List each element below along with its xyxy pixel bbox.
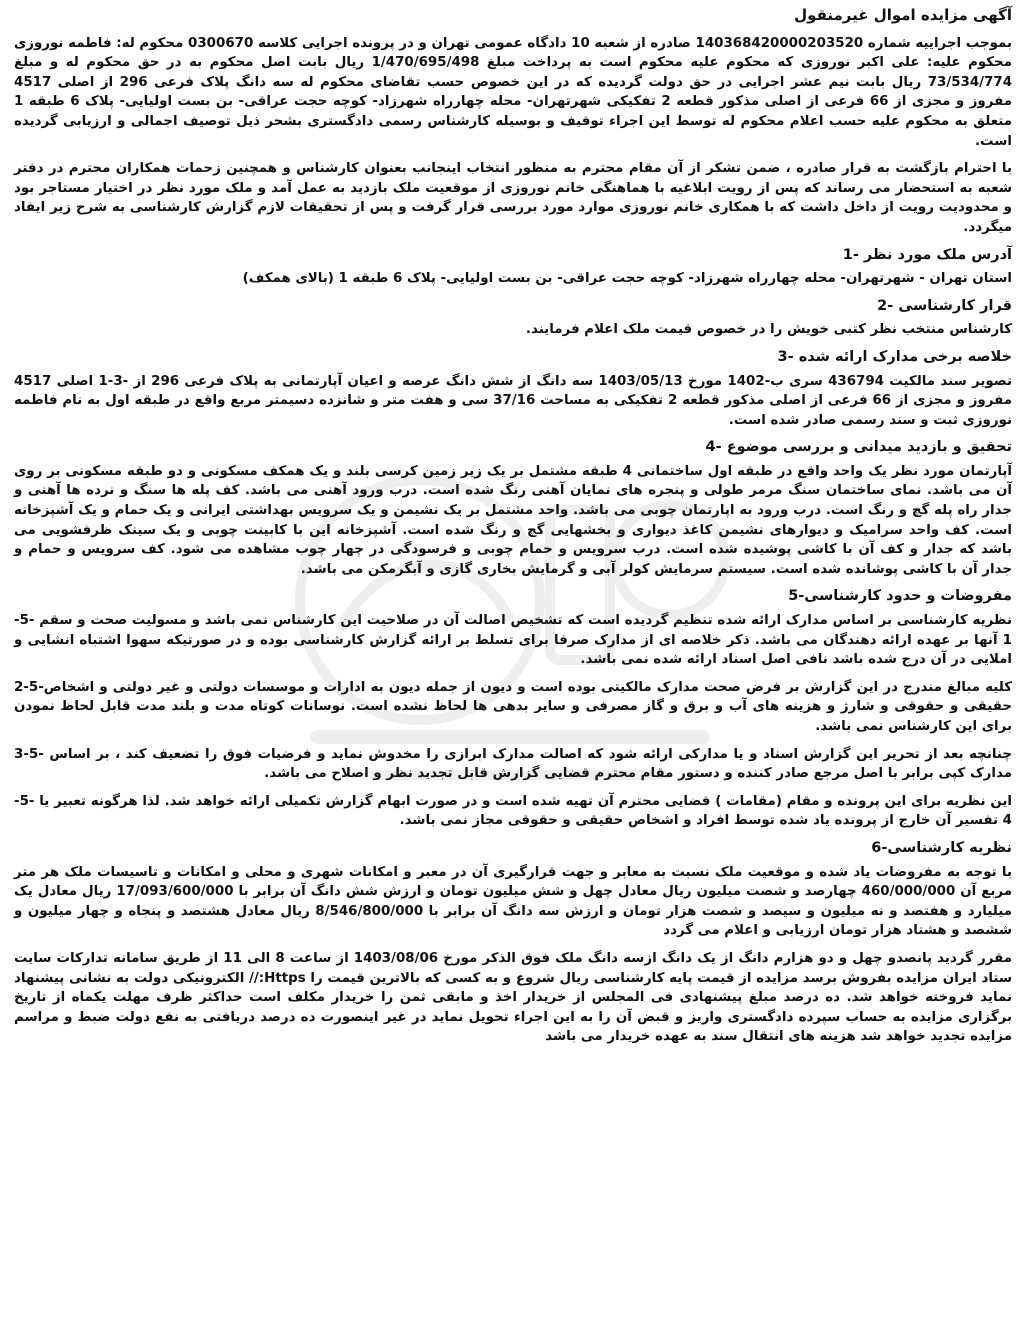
section-3-text: تصویر سند مالکیت 436794 سری ب-1402 مورخ 1403/05/13 سه دانگ از شش دانگ عرصه و اعیان آپارتمانی به پلاک فرعی 296 از -3-1 اصلی 4517 مفروز و مجزی از 66 فرعی از اصلی مذکور قطعه 2 تفکیکی به مساحت 37/16 سی و هفت متر و شانزده دسیمتر مربع واقع در طبقه اول به نام فاطمه نوروزی ثبت و سند رسمی صادر شده است.	[14, 373, 1013, 428]
section-5-heading: مفروضات و حدود کارشناسی-5	[788, 588, 1012, 605]
section-1-heading: آدرس ملک مورد نظر -1	[842, 246, 1012, 263]
section-3-heading: خلاصه برخی مدارک ارائه شده -3	[777, 348, 1012, 365]
section-2-heading: قرار کارشناسی -2	[877, 297, 1012, 314]
section-4-text: آپارتمان مورد نظر یک واحد واقع در طبقه اول ساختمانی 4 طبقه مشتمل بر یک زیر زمین کرسی بلند و یک همکف مسکونی و دو طبقه مسکونی بر روی آن می باشد. نمای ساختمان سنگ مرمر طولی و پنجره های نمایان آهنی رنگ شده است. درب ورود آهنی می باشد. کف پله ها سنگ و نرده ها آهنی و جدار راه پله گچ و رنگ است. درب ورود به اپارتمان چوبی می باشد. واحد مشتمل بر یک نشیمن و یک سرویس بهداشتی ایرانی و یک حمام و یک آشپزخانه است. کف واحد سرامیک و دیوارهای نشیمن کاغذ دیواری و بخشهایی گچ و رنگ شده است. آشپزخانه این با کابینت چوبی و یک سینک ظرفشویی می باشد که جدار و کف آن با کاشی پوشیده شده است. درب سرویس و حمام چوبی و فرسودگی در چهار چوب مشاهده می شود. کف سرویس و حمام و جدار آن با کاشی پوشانده شده است. سیستم سرمایش کولر آبی و گرمایش بخاری گازی و آبگرمکن می باشد.	[14, 463, 1012, 577]
section-6-heading: نظریه کارشناسی-6	[871, 839, 1012, 856]
notice-title: آگهی مزایده اموال غیرمنقول	[794, 6, 1012, 24]
auction-paragraph: مقرر گردید پانصدو چهل و دو هزارم دانگ از یک دانگ ازسه دانگ ملک فوق الذکر مورخ 1403/08/06 از ساعت 8 الی 11 از طریق سامانه تدارکات سایت ستاد ایران مزایده بفروش برسد مزایده از قیمت پایه کارشناسی ریال شروع و به کسی که بالاترین قیمت را Https:// الکترونیکی دولت به نشانی پیشنهاد نماید فروخته خواهد شد. ده درصد مبلغ پیشنهادی فی المجلس از خریدار اخذ و مابقی ثمن را خریدار مکلف است حداکثر ظرف مهلت یکماه از تاریخ برگزاری مزایده به حساب سپرده دادگستری واریز و قبض آن را به این اجراء تحویل نماید در غیر اینصورت ده درصد دریافتی به نفع دولت ضبط و مراسم مزایده تجدید خواهد شد هزینه های انتقال سند به عهده خریدار می باشد	[14, 950, 1013, 1045]
respect-paragraph: با احترام بازگشت به قرار صادره ، ضمن تشکر از آن مقام محترم به منظور انتخاب اینجانب بعنوان کارشناس و همچنین زحمات همکاران محترم در دفتر شعبه به استحضار می رساند که پس از رویت ابلاغیه با هماهنگی خانم نوروزی از موقعیت ملک بازدید به عمل آمد و ملک مورد نظر در اختیار مستاجر بود و محدودیت رویت از داخل داشت که با همکاری خانم نوروزی موارد مورد بررسی قرار گرفت و پس از تحقیقات لازم گزارش کارشناسی به شرح زیر ایفاد میگردد.	[14, 161, 1012, 235]
section-5-1-text: نظریه کارشناسی بر اساس مدارک ارائه شده تنظیم گردیده است که تشخیص اصالت آن در صلاحیت این کارشناس نمی باشد و مسولیت صحت و سقم -5-1 آنها بر عهده ارائه دهندگان می باشد. ذکر خلاصه ای از مدارک صرفا برای تسلط بر ارائه گزارش کارشناسی بوده و در صورتیکه سهوا اشتباه انشایی و املایی در آن درج شده باشد نافی اصل اسناد ارائه شده نمی باشد.	[14, 613, 1012, 668]
section-1-text: استان تهران - شهرتهران- محله چهارراه شهرزاد- کوچه حجت عراقی- بن بست اولیایی- پلاک 6 طبقه 1 (بالای همکف)	[242, 271, 1012, 287]
section-5-3-text: چنانچه بعد از تحریر این گزارش اسناد و یا مدارکی ارائه شود که اصالت مدارک ابرازی را مخدوش نماید و فرضیات فوق را تضعیف کند ، بر اساس -5-3 مدارک کپی برابر با اصل مرجع صادر کننده و دستور مقام محترم قضایی گزارش قابل تجدید نظر و اصلاح می باشد.	[14, 746, 1012, 782]
section-5-2-text: کلیه مبالغ مندرج در این گزارش بر فرض صحت مدارک مالکیتی بوده است و دیون از جمله دیون به ادارات و موسسات دولتی و غیر دولتی و اشخاص-5-2 حقیقی و حقوقی و شارژ و هزینه های آب و برق و گاز مصرفی و سایر بدهی ها لحاظ نشده است. نوسانات کوتاه مدت و بلند مدت قابل لحاظ نمودن برای این کارشناس نمی باشد.	[14, 679, 1012, 734]
intro-paragraph: بموجب اجراییه شماره 140368420000203520 صادره از شعبه 10 دادگاه عمومی تهران و در پرونده اجرایی کلاسه 0300670 محکوم له: فاطمه نوروزی محکوم علیه: علی اکبر نوروزی که محکوم علیه محکوم است به پرداخت مبلغ 1/470/695/498 ریال بابت اصل محکوم به در حق محکوم له و مبلغ 73/534/774 ریال بابت نیم عشر اجرایی در حق دولت گردیده که در این خصوص حسب تقاضای محکوم له سه دانگ پلاک فرعی 296 از اصلی 4517 مفروز و مجزی از 66 فرعی از اصلی مذکور قطعه 2 تفکیکی شهرتهران- محله چهارراه شهرزاد- کوچه حجت عراقی- بن بست اولیایی- پلاک 6 طبقه 1 متعلق به محکوم علیه حسب اعلام محکوم له توسط این اجراء توقیف و بوسیله کارشناس رسمی دادگستری بشحر ذیل توصیف اجمالی و ارزیابی گردیده است.	[14, 35, 1013, 149]
section-6-text: با توجه به مفروضات یاد شده و موقعیت ملک نسبت به معابر و جهت قرارگیری آن در معبر و امکانات شهری و محلی و امکانات و تاسیسات ملک هر متر مربع آن 460/000/000 چهارصد و شصت میلیون ریال معادل چهل و شش میلیون تومان و ارزش شش دانگ آن برابر با 17/093/600/000 ریال معادل یک میلیارد و هفتصد و نه میلیون و سیصد و شصت هزار تومان و ارزش سه دانگ آن برابر با 8/546/800/000 ریال معادل هشتصد و پنجاه و چهار میلیون و ششصد و هشتاد هزار تومان ارزیابی و اعلام می گردد	[14, 864, 1012, 939]
notice-content	[14, 6, 1012, 1051]
section-4-heading: تحقیق و بازدید میدانی و بررسی موضوع -4	[705, 439, 1012, 456]
section-5-4-text: این نظریه برای این پرونده و مقام (مقامات ) قضایی محترم آن تهیه شده است و در صورت ابهام گزارش تکمیلی ارائه خواهد شد. لذا هرگونه تعبیر یا -5-4 تفسیر آن خارج از پرونده یاد شده توسط افراد و اشخاص حقیقی و حقوقی مجاز نمی باشد.	[14, 793, 1012, 829]
section-2-text: کارشناس منتخب نظر کتبی خویش را در خصوص قیمت ملک اعلام فرمایند.	[525, 322, 1012, 338]
